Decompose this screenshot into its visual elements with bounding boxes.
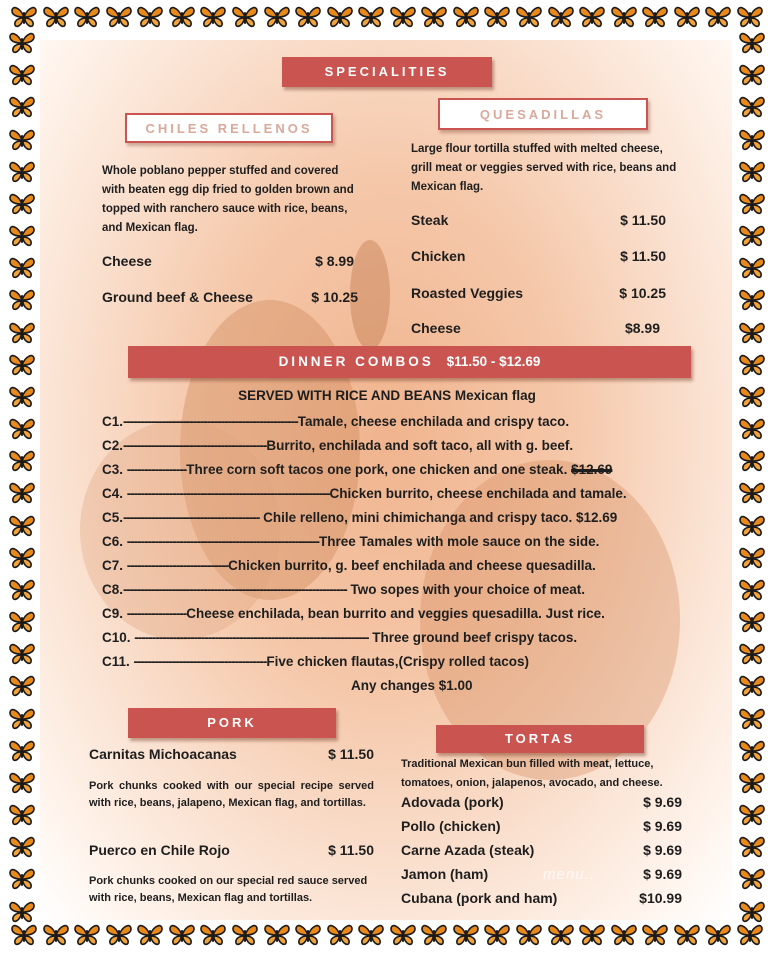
watermark-text: menu.. <box>543 866 595 883</box>
butterfly-icon <box>8 416 36 442</box>
butterfly-icon <box>8 159 36 185</box>
combo-code: C7. <box>102 558 124 573</box>
top-butterfly-border <box>0 4 774 36</box>
combo-leader: ---------------------------------------------------------- <box>126 486 330 501</box>
butterfly-icon <box>136 4 164 30</box>
butterfly-icon <box>610 4 638 30</box>
combo-code: C10. <box>102 630 131 645</box>
bottom-butterfly-border <box>0 922 774 954</box>
butterfly-icon <box>738 159 766 185</box>
combo-leader: ------------------------------------------------------------------- <box>134 630 369 645</box>
combo-code: C8. <box>102 582 124 597</box>
butterfly-icon <box>231 922 259 948</box>
butterfly-icon <box>704 4 732 30</box>
butterfly-icon <box>452 4 480 30</box>
butterfly-icon <box>738 94 766 120</box>
dinner-combos-banner <box>128 346 691 378</box>
pork-item-description: Pork chunks cooked on our special red sauce served with rice, beans, Mexican flag and tortillas. <box>89 875 368 904</box>
combo-description: Two sopes with your choice of meat. <box>350 582 586 597</box>
butterfly-icon <box>8 513 36 539</box>
butterfly-icon <box>515 922 543 948</box>
butterfly-icon <box>738 513 766 539</box>
butterfly-icon <box>357 4 385 30</box>
quesadilla-item-price: $8.99 <box>624 320 660 336</box>
butterfly-icon <box>263 4 291 30</box>
butterfly-icon <box>199 922 227 948</box>
butterfly-icon <box>738 577 766 603</box>
combo-code: C9. <box>102 606 124 621</box>
torta-item-name: Carne Azada (steak) <box>401 842 535 858</box>
combo-row <box>102 654 529 669</box>
quesadilla-item-price: $ 11.50 <box>620 212 666 228</box>
butterfly-icon <box>231 4 259 30</box>
butterfly-icon <box>357 922 385 948</box>
pork-item-price: $ 11.50 <box>328 842 374 858</box>
combo-row <box>102 438 573 453</box>
butterfly-icon <box>8 899 36 925</box>
combo-row <box>102 462 612 477</box>
combo-description: Three corn soft tacos one pork, one chicken and one steak. <box>186 462 568 477</box>
butterfly-icon <box>8 320 36 346</box>
butterfly-icon <box>8 641 36 667</box>
butterfly-icon <box>326 4 354 30</box>
pork-item-name: Puerco en Chile Rojo <box>89 842 230 858</box>
butterfly-icon <box>8 673 36 699</box>
butterfly-icon <box>326 922 354 948</box>
pork-item-name: Carnitas Michoacanas <box>89 746 237 762</box>
butterfly-icon <box>738 62 766 88</box>
butterfly-icon <box>73 4 101 30</box>
butterfly-icon <box>738 223 766 249</box>
combo-leader: ----------------------------------------- <box>123 438 267 453</box>
butterfly-icon <box>673 4 701 30</box>
butterfly-icon <box>8 480 36 506</box>
butterfly-icon <box>8 866 36 892</box>
butterfly-icon <box>8 448 36 474</box>
torta-item-name: Pollo (chicken) <box>401 818 501 834</box>
butterfly-icon <box>738 287 766 313</box>
butterfly-icon <box>738 480 766 506</box>
pork-item-price: $ 11.50 <box>328 746 374 762</box>
butterfly-icon <box>483 922 511 948</box>
chiles-rellenos-banner <box>125 113 333 143</box>
butterfly-icon <box>263 922 291 948</box>
combo-leader: -------------------------------------- <box>133 654 267 669</box>
butterfly-icon <box>8 127 36 153</box>
quesadillas-banner <box>438 98 648 130</box>
butterfly-icon <box>105 922 133 948</box>
right-butterfly-border <box>736 30 768 925</box>
butterfly-icon <box>578 4 606 30</box>
butterfly-icon <box>8 352 36 378</box>
combo-code: C5. <box>102 510 124 525</box>
combo-leader: ------------------------------------------------------- <box>126 534 320 549</box>
combo-leader: ----------------- <box>126 462 187 477</box>
butterfly-icon <box>420 922 448 948</box>
butterfly-icon <box>738 30 766 56</box>
tortas-description: Traditional Mexican bun filled with meat, lettuce, tomatoes, onion, jalapenos, avocado, and cheese. <box>401 758 663 789</box>
butterfly-icon <box>738 191 766 217</box>
chiles-item-price: $ 8.99 <box>315 253 354 269</box>
butterfly-icon <box>610 922 638 948</box>
combo-row <box>102 558 596 573</box>
quesadilla-item-name: Cheese <box>411 320 461 336</box>
combo-code: C11. <box>102 654 130 669</box>
butterfly-icon <box>199 4 227 30</box>
butterfly-icon <box>8 738 36 764</box>
specialities-title: SPECIALITIES <box>324 64 450 79</box>
combo-description: Chicken burrito, cheese enchilada and tamale. <box>329 486 627 501</box>
chiles-rellenos-title: CHILES RELLENOS <box>145 121 313 136</box>
butterfly-icon <box>738 706 766 732</box>
butterfly-icon <box>738 545 766 571</box>
butterfly-icon <box>738 899 766 925</box>
butterfly-icon <box>10 922 38 948</box>
combo-price: $12.69 <box>575 510 618 525</box>
butterfly-icon <box>8 802 36 828</box>
butterfly-icon <box>420 4 448 30</box>
butterfly-icon <box>73 922 101 948</box>
butterfly-icon <box>8 706 36 732</box>
pork-banner <box>128 708 336 738</box>
butterfly-icon <box>8 287 36 313</box>
torta-item-name: Jamon (ham) <box>401 866 489 882</box>
pork-item-description: Pork chunks cooked with our special recipe served with rice, beans, jalapeno, Mexican flag, and tortillas. <box>89 780 374 809</box>
butterfly-icon <box>738 609 766 635</box>
pork-title: PORK <box>207 715 257 730</box>
butterfly-icon <box>483 4 511 30</box>
torta-item-price: $ 9.69 <box>643 842 682 858</box>
butterfly-icon <box>389 4 417 30</box>
quesadilla-item-name: Chicken <box>411 248 466 264</box>
tortas-banner <box>436 725 644 753</box>
butterfly-icon <box>42 922 70 948</box>
butterfly-icon <box>8 30 36 56</box>
chiles-item-name: Ground beef & Cheese <box>102 289 253 305</box>
quesadilla-item-price: $ 10.25 <box>619 285 666 301</box>
butterfly-icon <box>738 320 766 346</box>
torta-item-price: $10.99 <box>639 890 682 906</box>
butterfly-icon <box>515 4 543 30</box>
butterfly-icon <box>8 609 36 635</box>
butterfly-icon <box>738 673 766 699</box>
combo-code: C3. <box>102 462 124 477</box>
butterfly-icon <box>8 577 36 603</box>
quesadilla-item-name: Steak <box>411 212 449 228</box>
combo-row <box>102 582 585 597</box>
butterfly-icon <box>738 866 766 892</box>
quesadilla-item-price: $ 11.50 <box>620 248 666 264</box>
combo-leader: --------------------------------------- <box>123 510 260 525</box>
butterfly-icon <box>673 922 701 948</box>
butterfly-icon <box>738 834 766 860</box>
chiles-rellenos-description: Whole poblano pepper stuffed and covered with beaten egg dip fried to golden brown and topped with ranchero sauce with rice, beans, and Mexican flag. <box>102 165 354 234</box>
butterfly-icon <box>8 834 36 860</box>
chiles-item-price: $ 10.25 <box>311 289 358 305</box>
butterfly-icon <box>136 922 164 948</box>
butterfly-icon <box>168 4 196 30</box>
combo-description: Tamale, cheese enchilada and crispy taco. <box>297 414 570 429</box>
combo-row <box>102 486 627 501</box>
combo-description: Burrito, enchilada and soft taco, all with g. beef. <box>266 438 574 453</box>
butterfly-icon <box>738 738 766 764</box>
combo-changes-note: Any changes $1.00 <box>351 678 473 693</box>
combo-leader: ---------------------------------------------------------------- <box>123 582 347 597</box>
dinner-combos-subtitle: SERVED WITH RICE AND BEANS Mexican flag <box>238 388 536 403</box>
butterfly-icon <box>641 4 669 30</box>
butterfly-icon <box>641 922 669 948</box>
combo-code: C1. <box>102 414 124 429</box>
combo-code: C2. <box>102 438 124 453</box>
combo-row <box>102 414 569 429</box>
butterfly-icon <box>8 191 36 217</box>
combo-row <box>102 534 599 549</box>
quesadillas-description: Large flour tortilla stuffed with melted cheese, grill meat or veggies served with rice, beans and Mexican flag. <box>411 143 677 193</box>
dinner-combos-title: DINNER COMBOS <box>278 354 434 369</box>
butterfly-icon <box>8 545 36 571</box>
butterfly-icon <box>8 770 36 796</box>
combo-code: C6. <box>102 534 124 549</box>
combo-description: Cheese enchilada, bean burrito and veggies quesadilla. Just rice. <box>186 606 605 621</box>
butterfly-icon <box>8 255 36 281</box>
butterfly-icon <box>738 352 766 378</box>
butterfly-icon <box>736 4 764 30</box>
combo-row <box>102 606 605 621</box>
butterfly-icon <box>738 127 766 153</box>
butterfly-icon <box>294 4 322 30</box>
butterfly-icon <box>704 922 732 948</box>
combo-description: Chile relleno, mini chimichanga and crispy taco. <box>263 510 573 525</box>
butterfly-icon <box>8 223 36 249</box>
combo-price: $12.69 <box>571 462 613 477</box>
combo-description: Three ground beef crispy tacos. <box>372 630 578 645</box>
butterfly-icon <box>452 922 480 948</box>
butterfly-icon <box>105 4 133 30</box>
butterfly-icon <box>547 922 575 948</box>
specialities-banner <box>282 57 492 87</box>
butterfly-icon <box>738 448 766 474</box>
combo-row <box>102 630 577 645</box>
butterfly-icon <box>8 62 36 88</box>
butterfly-icon <box>10 4 38 30</box>
torta-item-price: $ 9.69 <box>643 794 682 810</box>
chiles-item-name: Cheese <box>102 253 152 269</box>
butterfly-icon <box>294 922 322 948</box>
combo-leader: ----------------------------- <box>126 558 229 573</box>
butterfly-icon <box>738 770 766 796</box>
torta-item-price: $ 9.69 <box>643 866 682 882</box>
combo-description: Chicken burrito, g. beef enchilada and cheese quesadilla. <box>228 558 596 573</box>
combo-description: Five chicken flautas,(Crispy rolled tacos) <box>266 654 529 669</box>
butterfly-icon <box>736 922 764 948</box>
torta-item-price: $ 9.69 <box>643 818 682 834</box>
combo-leader: -------------------------------------------------- <box>123 414 298 429</box>
butterfly-icon <box>547 4 575 30</box>
dinner-combos-price-range: $11.50 - $12.69 <box>446 354 541 369</box>
combo-description: Three Tamales with mole sauce on the side. <box>319 534 600 549</box>
torta-item-name: Cubana (pork and ham) <box>401 890 558 906</box>
left-butterfly-border <box>6 30 38 925</box>
combo-leader: ----------------- <box>126 606 187 621</box>
tortas-title: TORTAS <box>504 731 576 746</box>
butterfly-icon <box>389 922 417 948</box>
quesadilla-item-name: Roasted Veggies <box>411 285 524 301</box>
combo-code: C4. <box>102 486 124 501</box>
torta-item-name: Adovada (pork) <box>401 794 504 810</box>
butterfly-icon <box>738 416 766 442</box>
butterfly-icon <box>578 922 606 948</box>
butterfly-icon <box>738 802 766 828</box>
combo-row <box>102 510 617 525</box>
butterfly-icon <box>42 4 70 30</box>
butterfly-icon <box>8 94 36 120</box>
butterfly-icon <box>738 255 766 281</box>
butterfly-icon <box>168 922 196 948</box>
quesadillas-title: QUESADILLAS <box>479 107 607 122</box>
butterfly-icon <box>738 641 766 667</box>
